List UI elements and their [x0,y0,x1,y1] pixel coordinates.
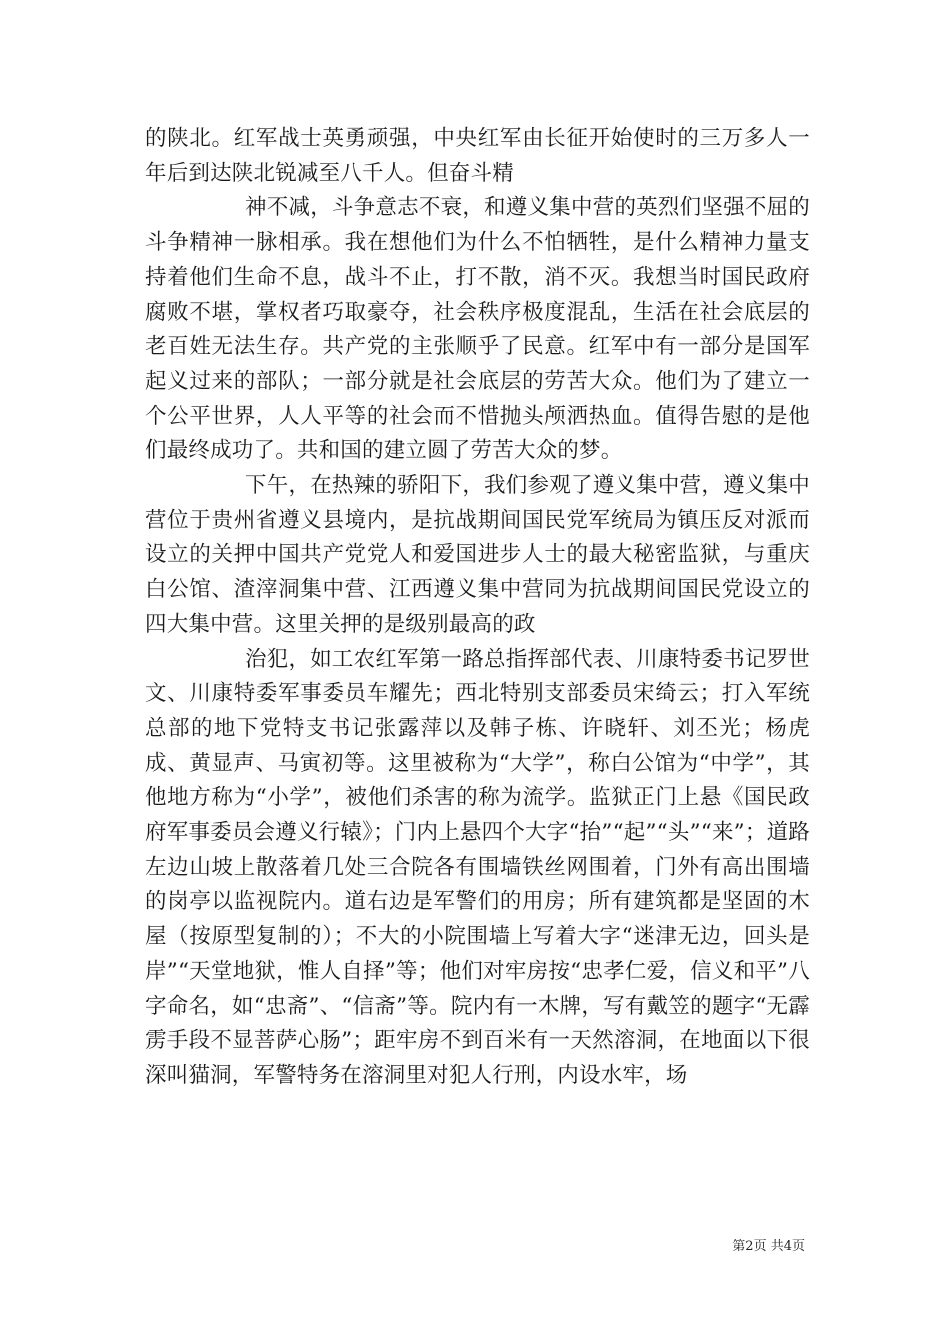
footer-prefix: 第 [732,1239,746,1254]
footer-middle: 页 共 [753,1239,784,1254]
footer-current-page: 2 [745,1239,754,1254]
body-text [145,122,810,1094]
footer-total-pages: 4 [783,1239,792,1254]
page-footer [732,1235,805,1254]
paragraph-4: 治犯，如工农红军第一路总指挥部代表、川康特委书记罗世文、川康特委军事委员车耀先；西北特别支部委员宋绮云；打入军统总部的地下党特支书记张露萍以及韩子栋、许晓轩、刘丕光；杨虎成、黄显声、马寅初等。这里被称为“大学”，称白公馆为“中学”，其他地方称为“小学”，被他们杀害的称为流学。监狱正门上悬《国民政府军事委员会遵义行辕》；门内上悬四个大字“抬”“起”“头”“来”；道路左边山坡上散落着几处三合院各有围墙铁丝网围着，门外有高出围墙的岗亭以监视院内。道右边是军警们的用房；所有建筑都是坚固的木屋（按原型复制的）；不大的小院围墙上写着大字“迷津无边，回头是岸”“天堂地狱，惟人自择”等；他们对牢房按“忠孝仁爱，信义和平”八字命名，如“忠斋”、“信斋”等。院内有一木牌，写有戴笠的题字“无霹雳手段不显菩萨心肠”；距牢房不到百米有一天然溶洞，在地面以下很深叫猫洞，军警特务在溶洞里对犯人行刑，内设水牢，场 [145,646,810,1088]
footer-suffix: 页 [791,1239,805,1254]
paragraph-3: 下午，在热辣的骄阳下，我们参观了遵义集中营，遵义集中营位于贵州省遵义县境内，是抗战期间国民党军统局为镇压反对派而设立的关押中国共产党党人和爱国进步人士的最大秘密监狱，与重庆白公馆、渣滓洞集中营、江西遵义集中营同为抗战期间国民党设立的四大集中营。这里关押的是级别最高的政 [145,473,810,637]
paragraph-2: 神不减，斗争意志不衰，和遵义集中营的英烈们坚强不屈的斗争精神一脉相承。我在想他们为什么不怕牺牲，是什么精神力量支持着他们生命不息，战斗不止，打不散，消不灭。我想当时国民政府腐败不堪，掌权者巧取豪夺，社会秩序极度混乱，生活在社会底层的老百姓无法生存。共产党的主张顺乎了民意。红军中有一部分是国军起义过来的部队；一部分就是社会底层的劳苦大众。他们为了建立一个公平世界，人人平等的社会而不惜抛头颅洒热血。值得告慰的是他们最终成功了。共和国的建立圆了劳苦大众的梦。 [145,195,810,464]
paragraph-1: 的陕北。红军战士英勇顽强，中央红军由长征开始使时的三万多人一年后到达陕北锐减至八千人。但奋斗精 [145,126,810,186]
